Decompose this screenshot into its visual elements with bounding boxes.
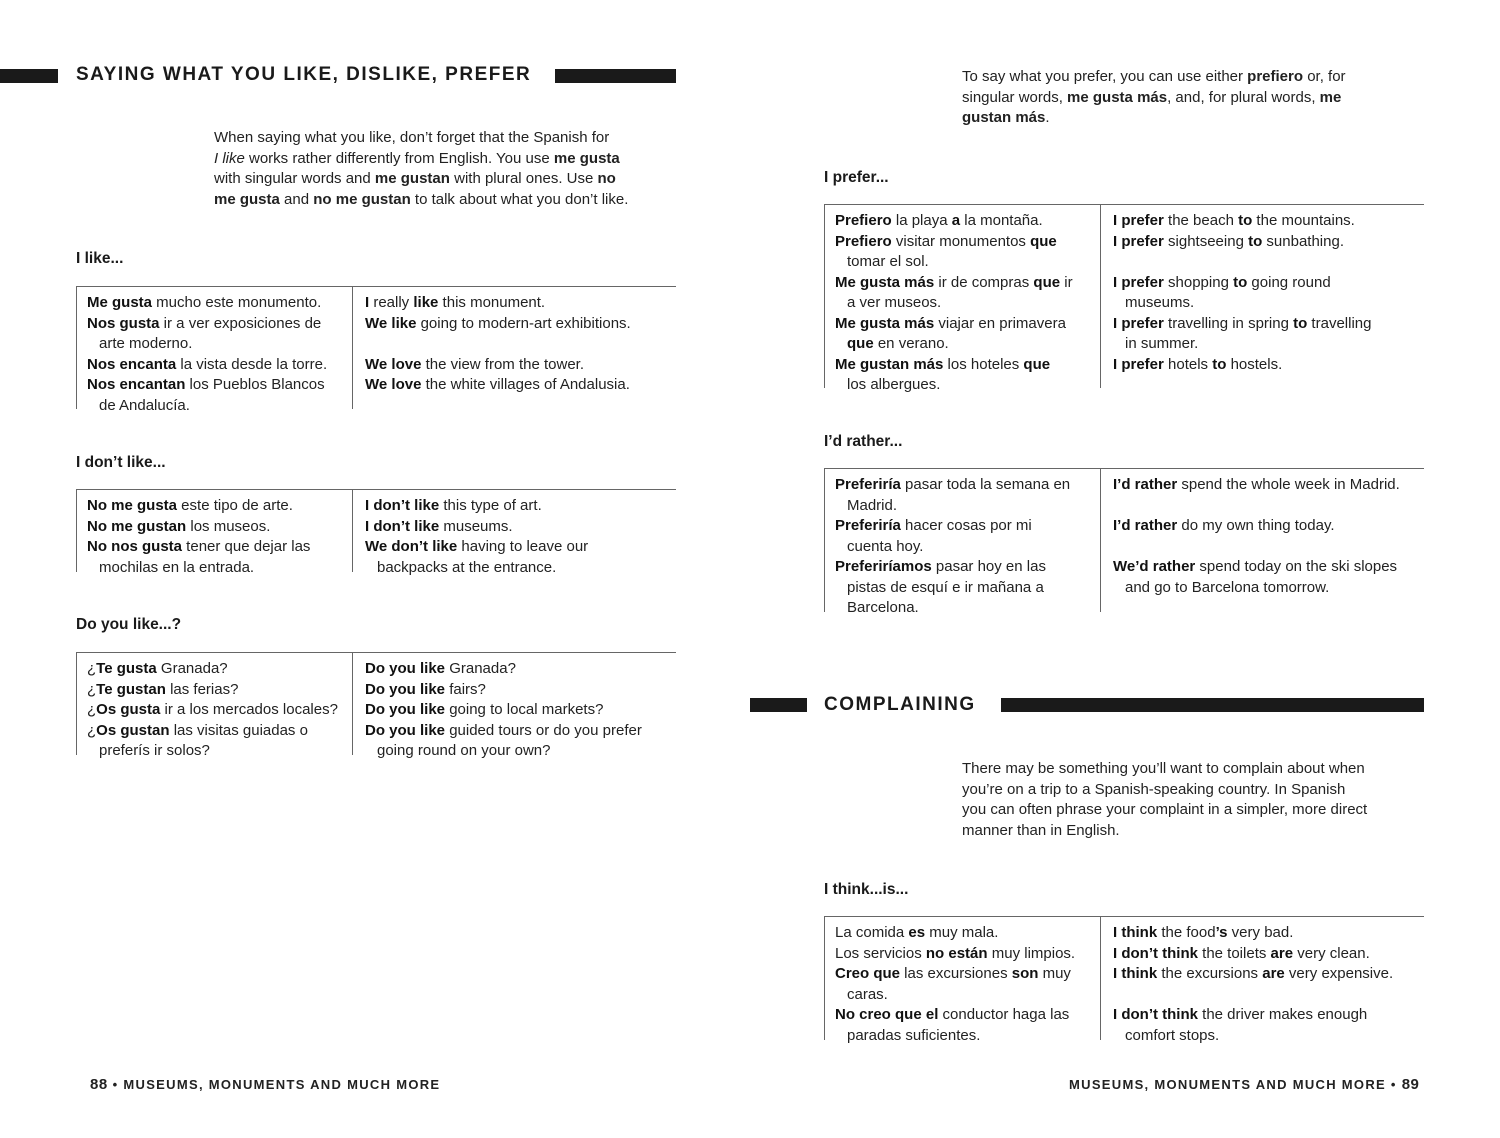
text-run: La comida [835,924,909,941]
text-run: muy limpios. [987,944,1076,962]
paragraph-line [962,88,1422,109]
prefer-intro-paragraph [962,67,1422,129]
phrase-line [1113,964,1418,985]
paragraph-line [214,128,674,149]
bold-phrase: I prefer [1113,273,1164,291]
phrase-table-i-think [824,916,1424,1044]
bold-phrase: are [1262,965,1285,982]
text-run: do my own thing today. [1177,517,1335,534]
subheading-i-think: I think...is... [824,881,909,898]
text-run: arte moderno. [99,335,193,352]
text-run: las visitas guiadas o [169,721,308,739]
bold-phrase: We love [365,355,422,373]
footer-title: MUSEUMS, MONUMENTS AND MUCH MORE [123,1077,441,1092]
page-number: 89 [1401,1076,1420,1093]
text-run: works rather differently from English. You use [244,149,554,167]
text-run: with plural ones. Use [449,170,598,187]
phrase-line [365,496,670,517]
bold-phrase: I’d rather [1113,517,1178,534]
phrase-line [365,537,670,558]
heading-bar-right [555,69,676,83]
text-run: fairs? [445,680,486,698]
section-heading: COMPLAINING [824,694,976,715]
phrase-table-id-rather [824,468,1424,616]
bold-phrase: We like [365,314,417,332]
phrase-continuation [365,558,670,579]
text-run: the excursions [1157,965,1263,982]
text-run: Granada? [156,660,228,677]
bold-phrase: que [847,335,874,352]
phrase-continuation [835,334,1094,355]
bold-phrase: I don’t think [1113,944,1198,962]
text-run: mucho este monumento. [152,294,322,311]
phrase-line [87,314,346,335]
complaining-intro-paragraph [962,759,1422,841]
text-run: hostels. [1226,355,1283,373]
text-run: the driver makes enough [1197,1006,1368,1023]
bold-phrase: que [1030,232,1057,250]
phrase-continuation [835,578,1094,599]
phrase-line [1113,923,1418,944]
phrase-line [87,496,346,517]
bold-phrase: a [951,212,961,229]
bold-phrase: Te gustan [96,680,166,698]
text-run: en verano. [873,335,949,352]
bold-phrase: I prefer [1113,355,1164,373]
phrase-line [1113,211,1418,232]
bold-phrase: que [1033,273,1061,291]
page-number: 88 [90,1076,108,1093]
phrase-continuation [1113,1026,1418,1047]
bold-phrase: Prefiero [835,232,892,250]
bold-phrase: me [1319,88,1342,106]
text-run: There may be something you’ll want to complain about when [962,760,1365,777]
text-run: going to local markets? [445,701,604,718]
bold-phrase: Me gustan más [835,355,944,373]
text-run: tener que dejar las [182,538,311,555]
text-run: guided tours or do you prefer [445,721,642,739]
text-run: la montaña. [960,212,1043,229]
footer-title: MUSEUMS, MONUMENTS AND MUCH MORE [1069,1077,1386,1092]
text-run: muy mala. [925,924,999,941]
text-run: very clean. [1293,944,1370,962]
text-run: viajar en primavera [934,314,1066,332]
phrase-line [835,355,1094,376]
phrase-line [87,375,346,396]
text-run: ir de compras [934,273,1034,291]
text-run: going round on your own? [377,742,551,759]
bold-phrase: gustan más [962,109,1046,126]
phrase-table-i-like [76,286,676,414]
bold-phrase: Os gustan [96,721,170,739]
bold-phrase: es [908,924,926,941]
english-column [1101,205,1424,388]
phrase-line [365,314,670,335]
heading-bar-right [1001,698,1424,712]
bold-phrase: I think [1113,924,1158,941]
text-run: spend today on the ski slopes [1195,558,1398,575]
phrase-continuation [87,558,346,579]
text-run: la playa [891,212,952,229]
phrase-continuation [835,293,1094,314]
bold-phrase: Me gusta más [835,273,935,291]
text-run: mochilas en la entrada. [99,558,255,576]
bold-phrase: We don’t like [365,538,458,555]
phrase-continuation [87,396,346,417]
text-run: este tipo de arte. [177,497,293,514]
bold-phrase: I [365,294,370,311]
phrase-line [835,516,1094,537]
bold-phrase: We love [365,376,422,393]
phrase-line [1113,475,1418,496]
subheading-id-rather: I’d rather... [824,433,903,450]
intro-paragraph [214,128,674,210]
paragraph-line [962,821,1422,842]
text-run: caras. [847,985,888,1003]
text-run: visitar monumentos [891,232,1031,250]
text-run: de Andalucía. [99,396,190,414]
phrase-continuation [835,985,1094,1006]
text-run: with singular words and [214,170,375,187]
phrase-line [365,721,670,742]
text-run: la vista desde la torre. [176,355,328,373]
bold-phrase: Do you like [365,701,446,718]
bold-phrase: me gusta [553,149,620,167]
text-run: and [279,190,314,208]
text-run: las excursiones [900,965,1012,982]
text-run: museums. [439,517,513,535]
text-run: travelling in spring [1163,314,1294,332]
bold-phrase: I don’t like [365,497,440,514]
text-run: the food [1157,924,1216,941]
bold-phrase: I prefer [1113,212,1164,229]
text-run: the toilets [1197,944,1271,962]
text-run: going round [1247,273,1331,291]
blank-line [1113,537,1418,558]
phrase-line [1113,944,1418,965]
spanish-column [824,469,1101,616]
phrase-continuation [835,252,1094,273]
bold-phrase: to [1293,314,1308,332]
phrase-line [87,355,346,376]
italic-phrase: I like [214,149,245,167]
text-run: . [1045,109,1050,126]
text-run: ir a los mercados locales? [160,701,338,718]
bold-phrase: We’d rather [1113,558,1196,575]
bold-phrase: to [1238,212,1253,229]
blank-line [1113,985,1418,1006]
subheading-i-dont-like: I don’t like... [76,454,166,471]
subheading-i-like: I like... [76,250,124,267]
text-run: having to leave our [457,538,589,555]
phrase-line [835,475,1094,496]
spanish-column [824,917,1101,1044]
phrase-line [87,721,346,742]
bold-phrase: me gusta [214,190,280,208]
blank-line [1113,252,1418,273]
phrase-line [835,1005,1094,1026]
phrase-continuation [835,375,1094,396]
text-run: singular words, [962,88,1068,106]
phrase-line [1113,1005,1418,1026]
bold-phrase: I’d rather [1113,476,1178,493]
text-run: las ferias? [165,680,239,698]
text-run: Granada? [445,660,516,677]
paragraph-line [962,759,1422,780]
footer-separator: • [1390,1077,1397,1092]
text-run: los museos. [186,517,271,535]
text-run: pasar toda la semana en [900,476,1071,493]
phrase-line [835,273,1094,294]
bold-phrase: no [597,170,616,187]
heading-bar-left [0,69,58,83]
phrase-line [1113,273,1418,294]
phrase-line [835,964,1094,985]
bold-phrase: Nos gusta [87,314,160,332]
paragraph-line [962,67,1422,88]
page-footer-right [1069,1076,1419,1093]
text-run: this type of art. [439,497,542,514]
spanish-column [76,653,353,759]
text-run: To say what you prefer, you can use either [962,68,1248,85]
text-run: museums. [1125,294,1195,311]
phrase-line [1113,314,1418,335]
paragraph-line [214,149,674,170]
text-run: spend the whole week in Madrid. [1177,476,1400,493]
bold-phrase: Do you like [365,680,446,698]
bold-phrase: Preferiría [835,517,901,534]
text-run: you can often phrase your complaint in a simpler, more direct [962,801,1368,818]
bold-phrase: Me gusta más [835,314,935,332]
phrase-continuation [1113,293,1418,314]
text-run: or, for [1303,68,1346,85]
text-run: ir a ver exposiciones de [159,314,322,332]
bold-phrase: Nos encanta [87,355,177,373]
text-run: going to modern-art exhibitions. [416,314,631,332]
bold-phrase: to [1233,273,1248,291]
bold-phrase: Nos encantan [87,376,186,393]
english-column [353,653,676,759]
phrase-continuation [87,334,346,355]
phrase-line [87,659,346,680]
text-run: ¿ [87,721,97,739]
phrase-line [87,680,346,701]
bold-phrase: No nos gusta [87,538,183,555]
text-run: manner than in English. [962,821,1120,839]
text-run: the view from the tower. [421,355,584,373]
phrase-line [1113,355,1418,376]
text-run: travelling [1307,314,1372,332]
phrase-line [835,314,1094,335]
phrase-line [835,923,1094,944]
text-run: preferís ir solos? [99,742,210,759]
bold-phrase: I don’t think [1113,1006,1198,1023]
subheading-do-you-like: Do you like...? [76,616,182,633]
text-run: shopping [1163,273,1234,291]
phrase-line [87,700,346,721]
phrase-continuation [835,1026,1094,1047]
bold-phrase: no me gustan [313,190,411,208]
text-run: ir [1060,273,1073,291]
paragraph-line [214,190,674,211]
bold-phrase: me gustan [374,170,450,187]
english-column [353,490,676,576]
text-run: the white villages of Andalusia. [421,376,630,393]
bold-phrase: are [1270,944,1294,962]
bold-phrase: Do you like [365,721,446,739]
text-run: this monument. [438,294,546,311]
bold-phrase: Do you like [365,660,446,677]
text-run: the mountains. [1252,212,1355,229]
text-run: cuenta hoy. [847,537,924,555]
paragraph-line [962,108,1422,129]
phrase-line [365,293,670,314]
bold-phrase: Te gusta [96,660,157,677]
phrase-line [365,659,670,680]
phrase-line [365,375,670,396]
text-run: to talk about what you don’t like. [410,190,629,208]
phrase-line [87,517,346,538]
bold-phrase: Preferiríamos [835,558,932,575]
bold-phrase: to [1212,355,1227,373]
phrase-continuation [835,496,1094,517]
bold-phrase: prefiero [1247,68,1304,85]
bold-phrase: Prefiero [835,212,892,229]
text-run: very expensive. [1284,965,1394,982]
bold-phrase: I don’t like [365,517,440,535]
text-run: in summer. [1125,335,1199,352]
phrase-line [365,355,670,376]
text-run: sunbathing. [1262,232,1344,250]
bold-phrase: I prefer [1113,232,1164,250]
bold-phrase: Os gusta [96,701,161,718]
bold-phrase: I prefer [1113,314,1164,332]
phrase-line [365,680,670,701]
spanish-column [76,490,353,576]
text-run: tomar el sol. [847,253,929,270]
blank-line [365,334,670,355]
text-run: Los servicios [835,944,926,962]
page-footer-left [90,1076,440,1093]
text-run: muy [1038,965,1071,982]
english-column [1101,469,1424,612]
section-heading: SAYING WHAT YOU LIKE, DISLIKE, PREFER [76,64,532,85]
text-run: los Pueblos Blancos [185,376,325,393]
phrase-line [835,944,1094,965]
text-run: paradas suficientes. [847,1026,981,1044]
phrase-line [365,700,670,721]
bold-phrase: ’s [1215,924,1228,941]
bold-phrase: No me gustan [87,517,187,535]
phrase-line [87,293,346,314]
text-run: pistas de esquí e ir mañana a [847,578,1044,596]
spanish-column [76,287,353,414]
text-run: really [369,294,414,311]
text-run: ¿ [87,680,97,698]
bold-phrase: Creo que [835,965,901,982]
blank-line [1113,496,1418,517]
text-run: ¿ [87,660,97,677]
phrase-continuation [87,741,346,762]
right-page [750,0,1500,1138]
phrase-table-i-dont-like [76,489,676,576]
phrase-line [1113,516,1418,537]
text-run: los hoteles [943,355,1024,373]
phrase-line [835,232,1094,253]
phrase-line [835,211,1094,232]
bold-phrase: Preferiría [835,476,901,493]
phrase-continuation [835,598,1094,619]
text-run: hacer cosas por mi [900,517,1032,534]
text-run: the beach [1163,212,1239,229]
phrase-continuation [1113,334,1418,355]
bold-phrase: No me gusta [87,497,178,514]
text-run: you’re on a trip to a Spanish-speaking country. In Spanish [962,780,1346,798]
phrase-line [87,537,346,558]
bold-phrase: like [413,294,439,311]
text-run: hotels [1163,355,1213,373]
english-column [353,287,676,409]
phrase-line [1113,232,1418,253]
text-run: , and, for plural words, [1167,88,1320,106]
english-column [1101,917,1424,1044]
bold-phrase: I think [1113,965,1158,982]
footer-separator: • [112,1077,119,1092]
text-run: ¿ [87,701,97,718]
paragraph-line [962,800,1422,821]
phrase-line [1113,557,1418,578]
bold-phrase: no están [925,944,988,962]
phrase-table-do-you-like [76,652,676,759]
bold-phrase: Me gusta [87,294,153,311]
heading-bar-left [750,698,807,712]
bold-phrase: to [1248,232,1263,250]
phrase-continuation [1113,578,1418,599]
text-run: a ver museos. [847,294,942,311]
phrase-line [835,557,1094,578]
subheading-i-prefer: I prefer... [824,169,889,186]
paragraph-line [962,780,1422,801]
phrase-table-i-prefer [824,204,1424,393]
text-run: Madrid. [847,496,898,514]
phrase-line [365,517,670,538]
bold-phrase: que [1023,355,1051,373]
spanish-column [824,205,1101,393]
phrase-continuation [365,741,670,762]
text-run: sightseeing [1163,232,1249,250]
phrase-continuation [835,537,1094,558]
text-run: When saying what you like, don’t forget that the Spanish for [214,129,610,146]
bold-phrase: son [1011,965,1039,982]
text-run: conductor haga las [938,1006,1070,1023]
text-run: pasar hoy en las [931,558,1046,575]
text-run: and go to Barcelona tomorrow. [1125,578,1330,596]
bold-phrase: me gusta más [1067,88,1168,106]
text-run: very bad. [1227,924,1294,941]
bold-phrase: No creo que el [835,1006,939,1023]
paragraph-line [214,169,674,190]
text-run: los albergues. [847,376,941,393]
text-run: Barcelona. [847,599,919,616]
text-run: comfort stops. [1125,1026,1220,1044]
text-run: backpacks at the entrance. [377,558,557,576]
